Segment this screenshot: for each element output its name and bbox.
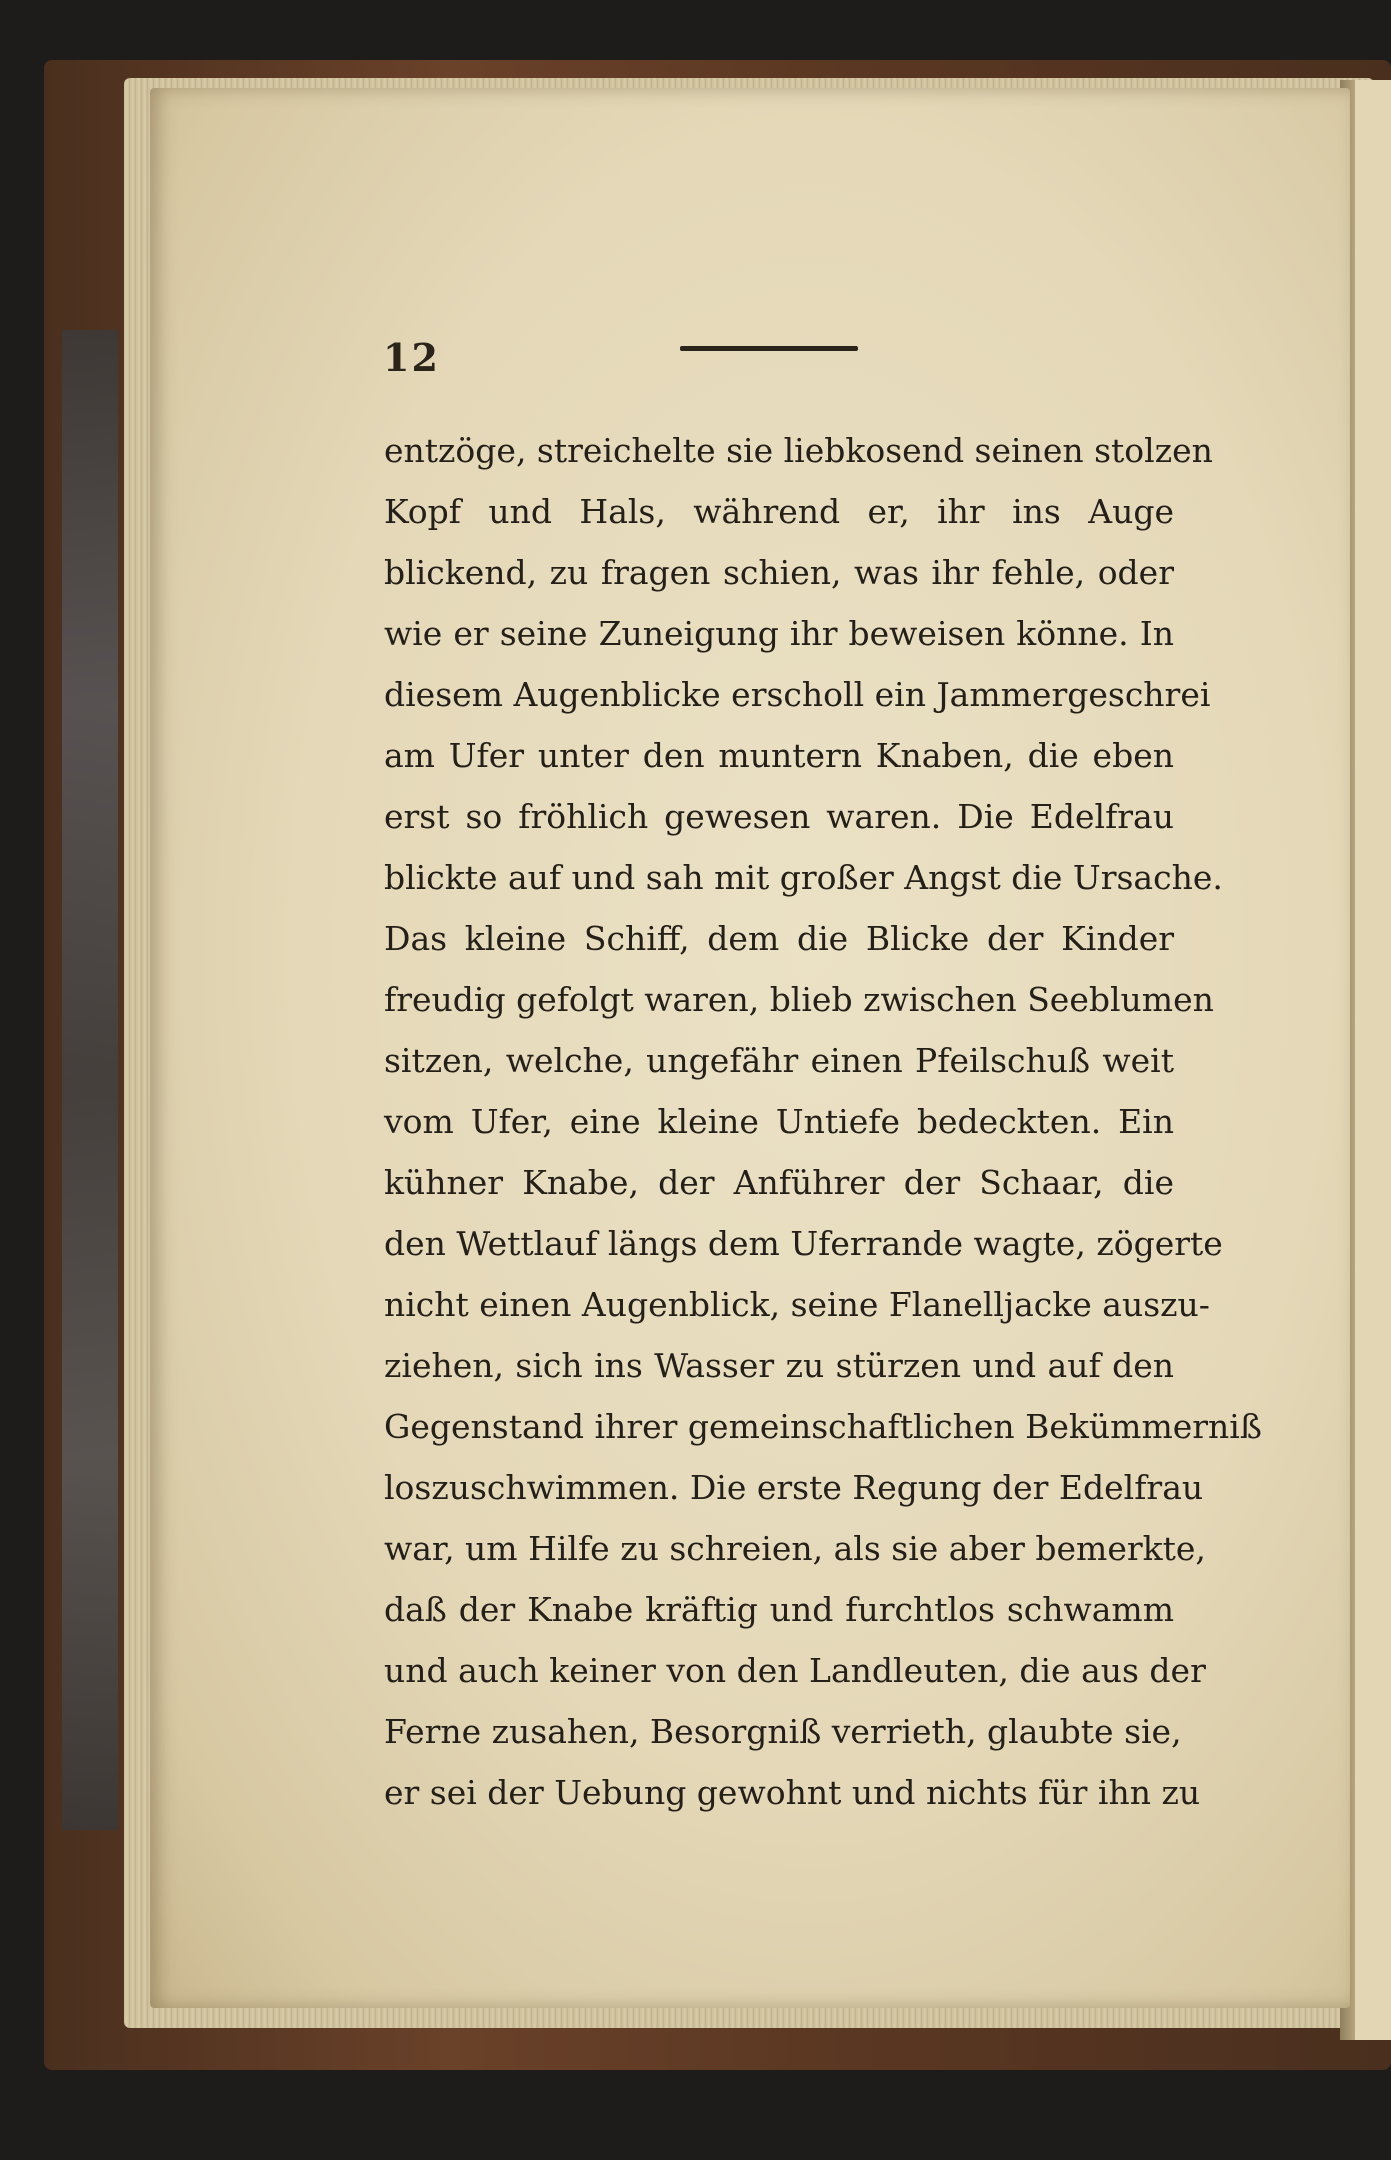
text-line: entzöge, streichelte sie liebkosend seinen stolzen xyxy=(384,431,1213,470)
text-line: erst so fröhlich gewesen waren. Die Edelfrau xyxy=(384,797,1174,836)
page-number: 12 xyxy=(383,335,440,380)
text-block xyxy=(384,420,1262,1823)
text-line: kühner Knabe, der Anführer der Schaar, die xyxy=(384,1163,1174,1202)
text-line: loszuschwimmen. Die erste Regung der Edelfrau xyxy=(384,1468,1204,1507)
text-line: Kopf und Hals, während er, ihr ins Auge xyxy=(384,492,1174,531)
text-line: er sei der Uebung gewohnt und nichts für ihn zu xyxy=(384,1773,1201,1812)
text-line: daß der Knabe kräftig und furchtlos schwamm xyxy=(384,1590,1174,1629)
text-line: blickend, zu fragen schien, was ihr fehle, oder xyxy=(384,553,1174,592)
text-line: Das kleine Schiff, dem die Blicke der Kinder xyxy=(384,919,1174,958)
text-line: ziehen, sich ins Wasser zu stürzen und auf den xyxy=(384,1346,1174,1385)
facing-page-edge xyxy=(1355,80,1391,2040)
text-line: blickte auf und sah mit großer Angst die Ursache. xyxy=(384,858,1223,897)
text-line: wie er seine Zuneigung ihr beweisen könne. In xyxy=(384,614,1174,653)
text-line: Gegenstand ihrer gemeinschaftlichen Bekümmerniß xyxy=(384,1407,1262,1446)
text-line: freudig gefolgt waren, blieb zwischen Seeblumen xyxy=(384,980,1214,1019)
text-line: Ferne zusahen, Besorgniß verrieth, glaubte sie, xyxy=(384,1712,1182,1751)
text-line: am Ufer unter den muntern Knaben, die eben xyxy=(384,736,1174,775)
text-line: nicht einen Augenblick, seine Flanelljacke auszu- xyxy=(384,1285,1210,1324)
header-rule xyxy=(680,346,858,351)
text-line: sitzen, welche, ungefähr einen Pfeilschuß weit xyxy=(384,1041,1174,1080)
text-line: und auch keiner von den Landleuten, die aus der xyxy=(384,1651,1206,1690)
book-spine xyxy=(62,330,118,1830)
text-line: war, um Hilfe zu schreien, als sie aber bemerkte, xyxy=(384,1529,1206,1568)
text-line: diesem Augenblicke erscholl ein Jammergeschrei xyxy=(384,675,1211,714)
text-line: vom Ufer, eine kleine Untiefe bedeckten. Ein xyxy=(384,1102,1174,1141)
text-line: den Wettlauf längs dem Uferrande wagte, zögerte xyxy=(384,1224,1223,1263)
